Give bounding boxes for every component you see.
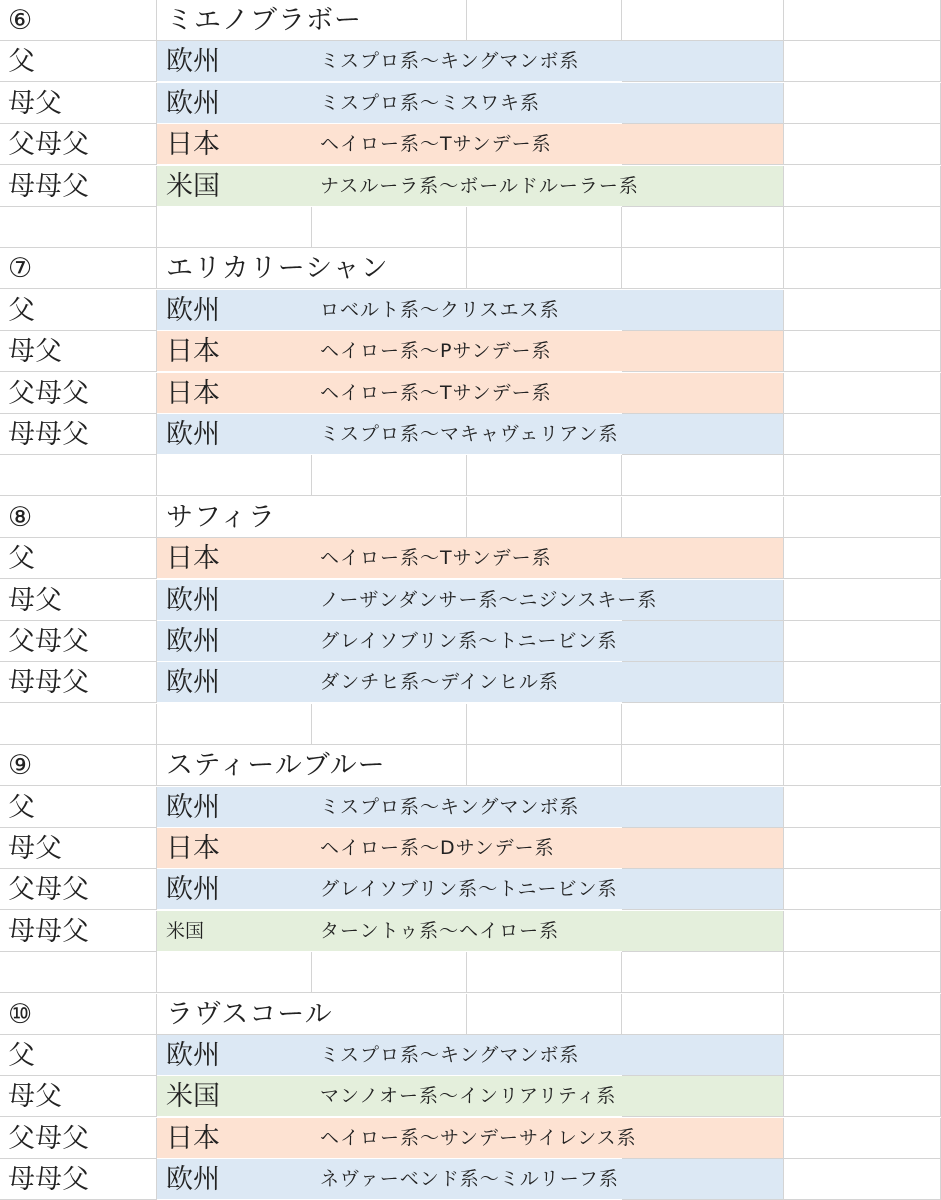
ancestor-label: 父母父 xyxy=(8,378,89,409)
grid-cell[interactable] xyxy=(784,994,941,1035)
region-label: 日本 xyxy=(166,129,220,160)
region-label: 欧州 xyxy=(166,1040,220,1071)
grid-cell[interactable] xyxy=(784,497,941,538)
grid-cell[interactable] xyxy=(784,662,941,703)
pedigree-row xyxy=(0,290,941,331)
pedigree-row xyxy=(0,911,941,952)
ancestor-label: 母母父 xyxy=(8,916,89,947)
grid-cell[interactable] xyxy=(622,1076,784,1117)
ancestor-label: 母母父 xyxy=(8,171,89,202)
ancestor-label: 父 xyxy=(8,295,35,326)
horse-name: サフィラ xyxy=(166,502,276,533)
ancestor-label: 父 xyxy=(8,792,35,823)
region-label: 日本 xyxy=(166,1123,220,1154)
grid-cell[interactable] xyxy=(622,207,784,248)
grid-cell[interactable] xyxy=(467,207,622,248)
grid-cell[interactable] xyxy=(622,952,784,993)
grid-cell[interactable] xyxy=(784,414,941,455)
grid-cell[interactable] xyxy=(622,1159,784,1200)
grid-cell[interactable] xyxy=(784,455,941,496)
grid-cell[interactable] xyxy=(312,455,467,496)
pedigree-row xyxy=(0,331,941,372)
grid-cell[interactable] xyxy=(784,1118,941,1159)
grid-cell[interactable] xyxy=(784,580,941,621)
lineage-text: ヘイロー系～Tサンデー系 xyxy=(320,382,552,404)
blank-row xyxy=(0,952,941,993)
lineage-text: グレイソブリン系～トニービン系 xyxy=(320,630,618,652)
pedigree-row xyxy=(0,538,941,579)
lineage-text: ノーザンダンサー系～ニジンスキー系 xyxy=(320,589,658,611)
grid-cell[interactable] xyxy=(784,373,941,414)
ancestor-label: 母父 xyxy=(8,585,62,616)
region-label: 欧州 xyxy=(166,88,220,119)
grid-cell[interactable] xyxy=(312,952,467,993)
grid-cell[interactable] xyxy=(622,745,784,786)
lineage-text: ミスプロ系～マキャヴェリアン系 xyxy=(320,423,619,445)
region-label: 日本 xyxy=(166,378,220,409)
grid-cell[interactable] xyxy=(0,207,157,248)
grid-cell[interactable] xyxy=(312,207,467,248)
region-label: 米国 xyxy=(166,920,205,942)
grid-cell[interactable] xyxy=(784,290,941,331)
region-label: 欧州 xyxy=(166,874,220,905)
grid-cell[interactable] xyxy=(784,207,941,248)
region-label: 日本 xyxy=(166,543,220,574)
pedigree-row xyxy=(0,1076,941,1117)
grid-cell[interactable] xyxy=(312,704,467,745)
lineage-text: マンノオー系～インリアリティ系 xyxy=(320,1085,617,1107)
ancestor-label: 父 xyxy=(8,543,35,574)
grid-cell[interactable] xyxy=(157,455,312,496)
grid-cell[interactable] xyxy=(622,0,784,41)
region-label: 欧州 xyxy=(166,419,220,450)
ancestor-label: 父母父 xyxy=(8,1123,89,1154)
pedigree-row xyxy=(0,1035,941,1076)
ancestor-label: 母父 xyxy=(8,833,62,864)
grid-cell[interactable] xyxy=(622,83,784,124)
ancestor-label: 父母父 xyxy=(8,129,89,160)
grid-cell[interactable] xyxy=(622,248,784,289)
region-label: 欧州 xyxy=(166,585,220,616)
grid-cell[interactable] xyxy=(784,911,941,952)
horse-name: ミエノブラボー xyxy=(166,5,362,36)
grid-cell[interactable] xyxy=(784,166,941,207)
grid-cell[interactable] xyxy=(784,83,941,124)
grid-cell[interactable] xyxy=(622,373,784,414)
grid-cell[interactable] xyxy=(784,331,941,372)
pedigree-row xyxy=(0,787,941,828)
grid-cell[interactable] xyxy=(622,621,784,662)
pedigree-row xyxy=(0,41,941,82)
pedigree-row xyxy=(0,124,941,165)
grid-cell[interactable] xyxy=(622,994,784,1035)
lineage-text: ターントゥ系～ヘイロー系 xyxy=(320,920,560,942)
blank-row xyxy=(0,455,941,496)
lineage-text: ヘイロー系～Pサンデー系 xyxy=(320,340,552,362)
grid-cell[interactable] xyxy=(784,621,941,662)
lineage-text: ロベルト系～クリスエス系 xyxy=(320,299,560,321)
horse-header-row xyxy=(0,994,941,1035)
grid-cell[interactable] xyxy=(622,911,784,952)
grid-cell[interactable] xyxy=(784,41,941,82)
grid-cell[interactable] xyxy=(622,414,784,455)
grid-cell[interactable] xyxy=(622,538,784,579)
grid-cell[interactable] xyxy=(622,124,784,165)
pedigree-row xyxy=(0,580,941,621)
lineage-text: ヘイロー系～Dサンデー系 xyxy=(320,837,555,859)
lineage-text: ヘイロー系～Tサンデー系 xyxy=(320,133,552,155)
lineage-text: ミスプロ系～キングマンボ系 xyxy=(320,796,580,818)
grid-cell[interactable] xyxy=(0,455,157,496)
region-label: 欧州 xyxy=(166,46,220,77)
grid-cell[interactable] xyxy=(467,994,622,1035)
grid-cell[interactable] xyxy=(622,1118,784,1159)
lineage-text: ミスプロ系～キングマンボ系 xyxy=(320,1044,580,1066)
grid-cell[interactable] xyxy=(467,704,622,745)
region-label: 日本 xyxy=(166,833,220,864)
grid-cell[interactable] xyxy=(0,704,157,745)
horse-number: ⑦ xyxy=(8,253,33,284)
region-label: 日本 xyxy=(166,336,220,367)
grid-cell[interactable] xyxy=(622,828,784,869)
pedigree-row xyxy=(0,1118,941,1159)
grid-cell[interactable] xyxy=(784,538,941,579)
grid-cell[interactable] xyxy=(157,704,312,745)
ancestor-label: 父 xyxy=(8,1040,35,1071)
grid-cell[interactable] xyxy=(467,952,622,993)
horse-header-row xyxy=(0,0,941,41)
lineage-text: ネヴァーベンド系～ミルリーフ系 xyxy=(320,1168,619,1190)
region-label: 欧州 xyxy=(166,295,220,326)
grid-cell[interactable] xyxy=(312,994,467,1035)
grid-cell[interactable] xyxy=(622,41,784,82)
lineage-text: ダンチヒ系～デインヒル系 xyxy=(320,671,559,693)
grid-cell[interactable] xyxy=(784,1159,941,1200)
grid-cell[interactable] xyxy=(157,207,312,248)
region-label: 米国 xyxy=(166,1081,220,1112)
grid-cell[interactable] xyxy=(784,704,941,745)
ancestor-label: 母父 xyxy=(8,88,62,119)
grid-cell[interactable] xyxy=(467,248,622,289)
horse-number: ⑨ xyxy=(8,750,33,781)
lineage-text: グレイソブリン系～トニービン系 xyxy=(320,878,618,900)
grid-cell[interactable] xyxy=(467,0,622,41)
grid-cell[interactable] xyxy=(784,1035,941,1076)
horse-number: ⑥ xyxy=(8,5,33,36)
ancestor-label: 父 xyxy=(8,46,35,77)
ancestor-label: 母母父 xyxy=(8,419,89,450)
lineage-text: ヘイロー系～サンデーサイレンス系 xyxy=(320,1127,637,1149)
grid-cell[interactable] xyxy=(784,248,941,289)
horse-name: スティールブルー xyxy=(166,750,386,781)
grid-cell[interactable] xyxy=(784,124,941,165)
region-label: 米国 xyxy=(166,171,220,202)
grid-cell[interactable] xyxy=(784,828,941,869)
grid-cell[interactable] xyxy=(622,787,784,828)
lineage-text: ナスルーラ系～ボールドルーラー系 xyxy=(320,175,639,197)
horse-header-row xyxy=(0,248,941,289)
grid-cell[interactable] xyxy=(622,290,784,331)
blank-row xyxy=(0,704,941,745)
pedigree-row xyxy=(0,166,941,207)
grid-cell[interactable] xyxy=(622,1035,784,1076)
horse-number: ⑧ xyxy=(8,502,33,533)
pedigree-row xyxy=(0,828,941,869)
lineage-text: ミスプロ系～キングマンボ系 xyxy=(320,50,580,72)
grid-cell[interactable] xyxy=(784,787,941,828)
horse-name: ラヴスコール xyxy=(166,999,333,1030)
grid-cell[interactable] xyxy=(622,497,784,538)
grid-cell[interactable] xyxy=(622,869,784,910)
region-label: 欧州 xyxy=(166,792,220,823)
grid-cell[interactable] xyxy=(622,662,784,703)
grid-cell[interactable] xyxy=(784,0,941,41)
grid-cell[interactable] xyxy=(622,704,784,745)
pedigree-row xyxy=(0,1159,941,1200)
horse-name: エリカリーシャン xyxy=(166,253,389,284)
grid-cell[interactable] xyxy=(467,497,622,538)
pedigree-row xyxy=(0,414,941,455)
pedigree-row xyxy=(0,869,941,910)
ancestor-label: 父母父 xyxy=(8,874,89,905)
pedigree-row xyxy=(0,373,941,414)
grid-cell[interactable] xyxy=(784,952,941,993)
blank-row xyxy=(0,207,941,248)
grid-cell[interactable] xyxy=(157,952,312,993)
pedigree-row xyxy=(0,621,941,662)
grid-cell[interactable] xyxy=(312,497,467,538)
grid-cell[interactable] xyxy=(622,455,784,496)
grid-cell[interactable] xyxy=(784,1076,941,1117)
horse-header-row xyxy=(0,497,941,538)
horse-header-row xyxy=(0,745,941,786)
lineage-text: ミスプロ系～ミスワキ系 xyxy=(320,92,541,114)
grid-cell[interactable] xyxy=(622,166,784,207)
region-label: 欧州 xyxy=(166,1164,220,1195)
ancestor-label: 母母父 xyxy=(8,1164,89,1195)
grid-cell[interactable] xyxy=(467,745,622,786)
pedigree-row xyxy=(0,83,941,124)
ancestor-label: 母父 xyxy=(8,1081,62,1112)
grid-cell[interactable] xyxy=(784,745,941,786)
lineage-text: ヘイロー系～Tサンデー系 xyxy=(320,547,552,569)
grid-cell[interactable] xyxy=(467,455,622,496)
pedigree-row xyxy=(0,662,941,703)
grid-cell[interactable] xyxy=(0,952,157,993)
region-label: 欧州 xyxy=(166,626,220,657)
region-label: 欧州 xyxy=(166,667,220,698)
ancestor-label: 父母父 xyxy=(8,626,89,657)
grid-cell[interactable] xyxy=(622,331,784,372)
ancestor-label: 母父 xyxy=(8,336,62,367)
ancestor-label: 母母父 xyxy=(8,667,89,698)
horse-number: ⑩ xyxy=(8,999,33,1030)
grid-cell[interactable] xyxy=(784,869,941,910)
